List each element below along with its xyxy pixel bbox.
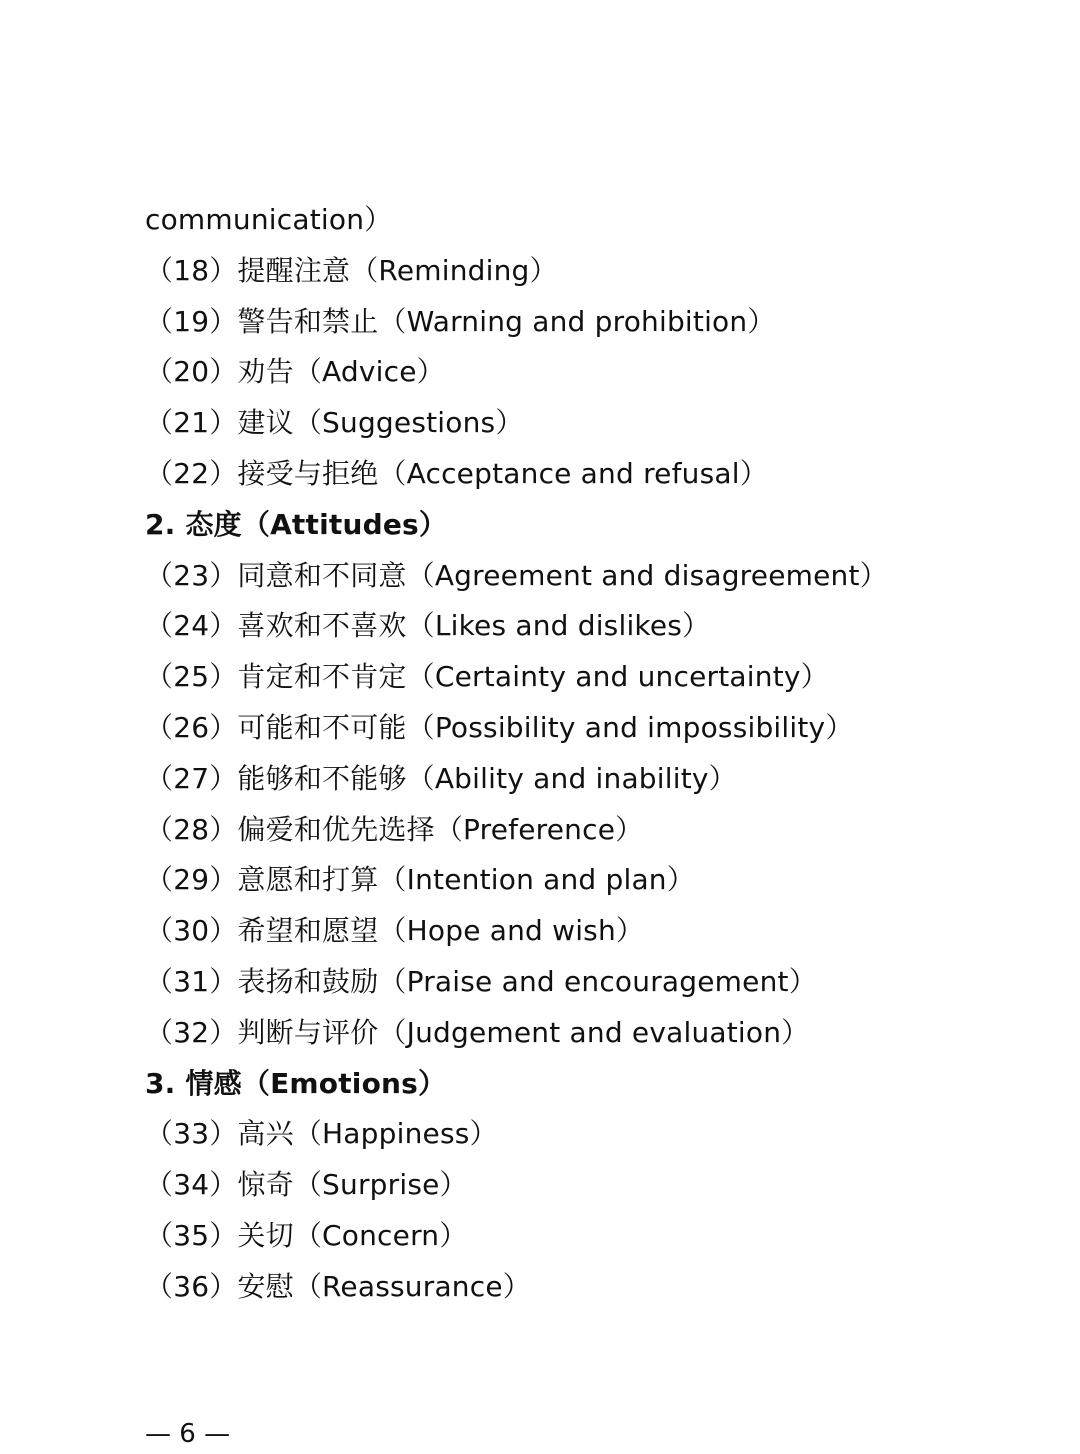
- list-item: （36）安慰（Reassurance）: [145, 1269, 531, 1303]
- section-heading-emotions: 3. 情感（Emotions）: [145, 1066, 447, 1100]
- list-item: （28）偏爱和优先选择（Preference）: [145, 812, 644, 846]
- list-item: （27）能够和不能够（Ability and inability）: [145, 761, 737, 795]
- list-item: （22）接受与拒绝（Acceptance and refusal）: [145, 456, 768, 490]
- list-item: （33）高兴（Happiness）: [145, 1117, 498, 1151]
- list-item: （34）惊奇（Surprise）: [145, 1168, 468, 1202]
- list-item: （18）提醒注意（Reminding）: [145, 253, 558, 287]
- list-item: （23）同意和不同意（Agreement and disagreement）: [145, 558, 888, 592]
- list-item: （21）建议（Suggestions）: [145, 406, 524, 440]
- list-item: （32）判断与评价（Judgement and evaluation）: [145, 1015, 810, 1049]
- list-item: （19）警告和禁止（Warning and prohibition）: [145, 304, 776, 338]
- continuation-line: communication）: [145, 203, 393, 236]
- list-item: （29）意愿和打算（Intention and plan）: [145, 863, 695, 897]
- section-heading-attitudes: 2. 态度（Attitudes）: [145, 507, 448, 541]
- page-number: — 6 —: [145, 1419, 231, 1449]
- list-item: （25）肯定和不肯定（Certainty and uncertainty）: [145, 660, 829, 694]
- document-body: [145, 195, 1045, 1313]
- list-item: （30）希望和愿望（Hope and wish）: [145, 914, 645, 948]
- list-item: （24）喜欢和不喜欢（Likes and dislikes）: [145, 609, 711, 643]
- list-item: （35）关切（Concern）: [145, 1218, 468, 1252]
- list-item: （26）可能和不可能（Possibility and impossibility）: [145, 710, 854, 744]
- list-item: （31）表扬和鼓励（Praise and encouragement）: [145, 964, 817, 998]
- list-item: （20）劝告（Advice）: [145, 355, 445, 389]
